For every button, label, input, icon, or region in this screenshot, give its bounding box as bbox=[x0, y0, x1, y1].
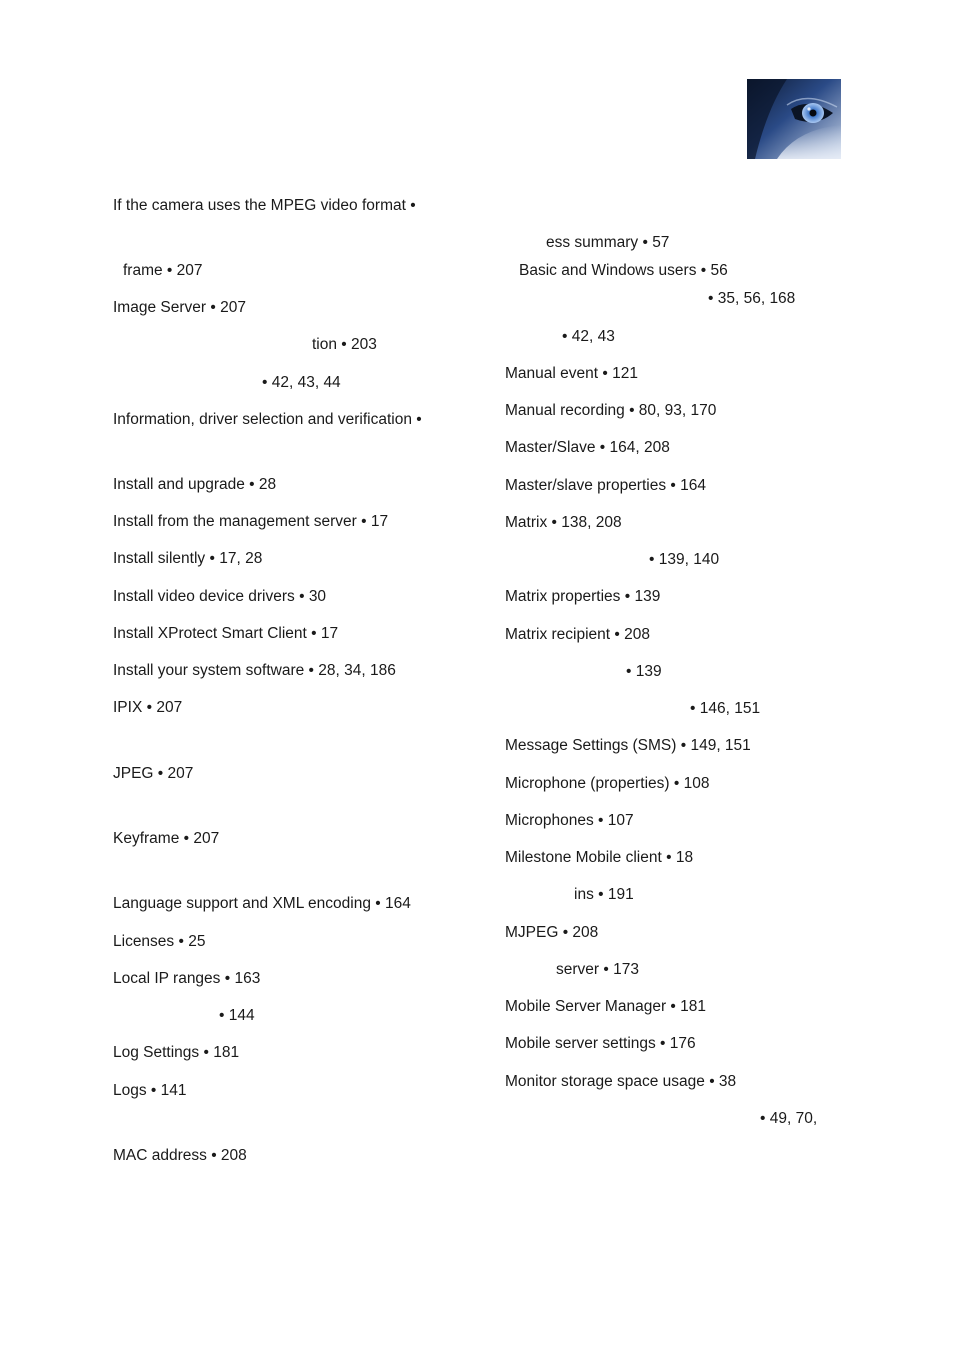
index-entry: Keyframe • 207 bbox=[113, 830, 220, 847]
index-entry: frame • 207 bbox=[123, 262, 203, 279]
index-entry: Mobile Server Manager • 181 bbox=[505, 998, 707, 1015]
index-entry: Basic and Windows users • 56 bbox=[519, 262, 728, 279]
index-entry: Install your system software • 28, 34, 186 bbox=[113, 662, 396, 679]
index-entry: • 144 bbox=[219, 1007, 255, 1024]
index-entry: Master/slave properties • 164 bbox=[505, 477, 706, 494]
index-entry: If the camera uses the MPEG video format • bbox=[113, 197, 416, 214]
index-entry: Licenses • 25 bbox=[113, 933, 206, 950]
index-entry: Information, driver selection and verification • bbox=[113, 411, 422, 428]
index-entry: Mobile server settings • 176 bbox=[505, 1035, 696, 1052]
index-entry: ins • 191 bbox=[574, 886, 634, 903]
index-entry: Image Server • 207 bbox=[113, 299, 246, 316]
index-entry: Install video device drivers • 30 bbox=[113, 588, 327, 605]
index-entry: IPIX • 207 bbox=[113, 699, 183, 716]
index-entry: • 49, 70, bbox=[760, 1110, 818, 1127]
index-entry: server • 173 bbox=[556, 961, 639, 978]
index-entry: Local IP ranges • 163 bbox=[113, 970, 261, 987]
index-entry: Matrix • 138, 208 bbox=[505, 514, 622, 531]
index-entry: Manual recording • 80, 93, 170 bbox=[505, 402, 717, 419]
index-entry: Install from the management server • 17 bbox=[113, 513, 389, 530]
index-entry: Milestone Mobile client • 18 bbox=[505, 849, 694, 866]
index-entry: MJPEG • 208 bbox=[505, 924, 599, 941]
index-entry: • 139 bbox=[626, 663, 662, 680]
index-entry: Monitor storage space usage • 38 bbox=[505, 1073, 737, 1090]
index-entry: • 42, 43 bbox=[562, 328, 615, 345]
index-entry: Message Settings (SMS) • 149, 151 bbox=[505, 737, 751, 754]
index-entry: Microphones • 107 bbox=[505, 812, 634, 829]
index-entry: • 146, 151 bbox=[690, 700, 761, 717]
wolf-eye-logo-icon bbox=[747, 79, 841, 159]
index-entry: Matrix recipient • 208 bbox=[505, 626, 650, 643]
index-entry: Manual event • 121 bbox=[505, 365, 638, 382]
index-entry: Install XProtect Smart Client • 17 bbox=[113, 625, 339, 642]
index-entry: Master/Slave • 164, 208 bbox=[505, 439, 670, 456]
index-entry: Language support and XML encoding • 164 bbox=[113, 895, 411, 912]
index-entry: • 139, 140 bbox=[649, 551, 720, 568]
index-entry: Matrix properties • 139 bbox=[505, 588, 661, 605]
index-entry: tion • 203 bbox=[312, 336, 377, 353]
index-entry: Install silently • 17, 28 bbox=[113, 550, 263, 567]
index-entry: • 42, 43, 44 bbox=[262, 374, 341, 391]
index-entry: Install and upgrade • 28 bbox=[113, 476, 277, 493]
index-entry: Log Settings • 181 bbox=[113, 1044, 240, 1061]
index-entry: JPEG • 207 bbox=[113, 765, 194, 782]
index-entry: MAC address • 208 bbox=[113, 1147, 247, 1164]
index-entry: ess summary • 57 bbox=[546, 234, 670, 251]
index-entry: Logs • 141 bbox=[113, 1082, 187, 1099]
index-entry: • 35, 56, 168 bbox=[708, 290, 796, 307]
index-entry: Microphone (properties) • 108 bbox=[505, 775, 710, 792]
